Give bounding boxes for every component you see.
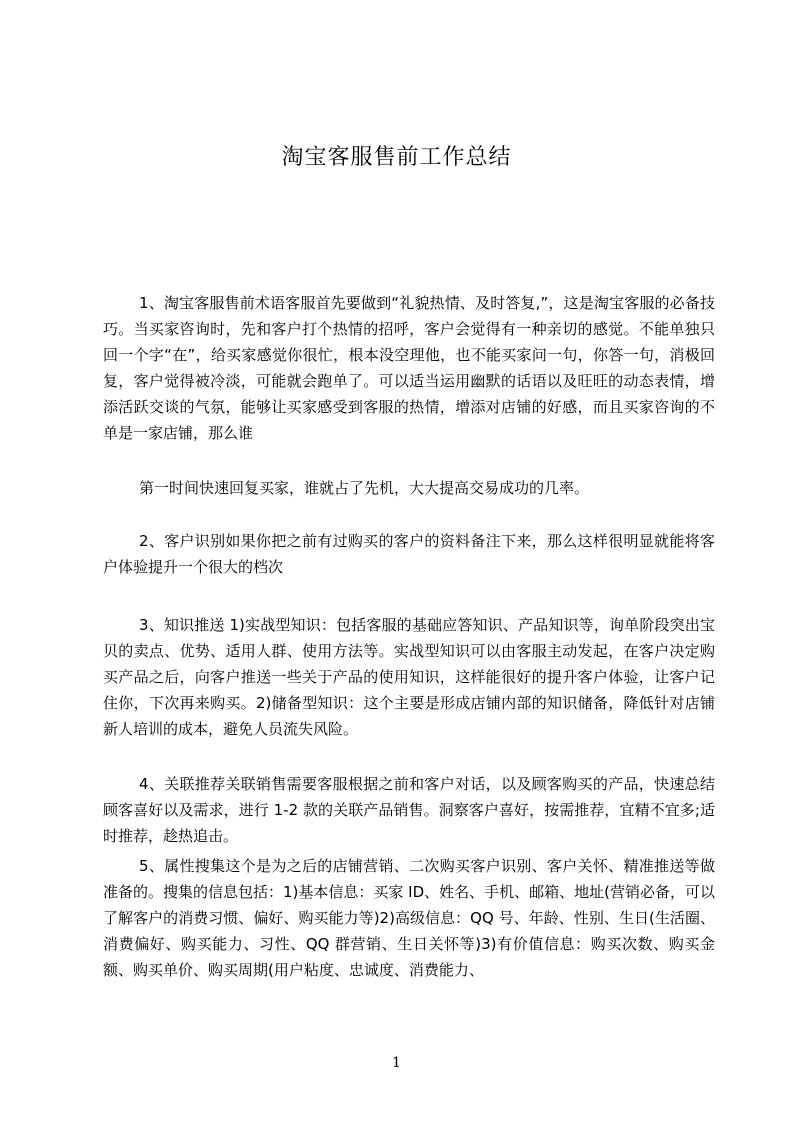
document-title: 淘宝客服售前工作总结 (281, 145, 512, 170)
paragraph-6: 5、属性搜集这个是为之后的店铺营销、二次购买客户识别、客户关怀、精准推送等做准备的。搜集的信息包括：1)基本信息：买家 ID、姓名、手机、邮箱、地址(营销必备，可以了解客户的消费习惯、偏好、购买能力等)2)高级信息：QQ 号、年龄、性别、生日(生活圈、消费偏好、购买能力、习性、QQ 群营销、生日关怀等)3)有价值信息：购买次数、购买金额、购买单价、购买周期(用户粘度、忠诚度、消费能力、 (103, 857, 715, 979)
paragraph-5: 4、关联推荐关联销售需要客服根据之前和客户对话，以及顾客购买的产品，快速总结顾客喜好以及需求，进行 1-2 款的关联产品销售。洞察客户喜好，按需推荐，宜精不宜多;适时推荐，趁热追击。 (103, 775, 715, 845)
paragraph-1: 1、淘宝客服售前术语客服首先要做到“礼貌热情、及时答复,”，这是淘宝客服的必备技巧。当买家咨询时，先和客户打个热情的招呼，客户会觉得有一种亲切的感觉。不能单独只回一个字“在”，给买家感觉你很忙，根本没空理他，也不能买家问一句，你答一句，消极回复，客户觉得被冷淡，可能就会跑单了。可以适当运用幽默的话语以及旺旺的动态表情，增添活跃交谈的气氛，能够让买家感受到客服的热情，增添对店铺的好感，而且买家咨询的不单是一家店铺，那么谁 (103, 294, 715, 442)
paragraph-3: 2、客户识别如果你把之前有过购买的客户的资料备注下来，那么这样很明显就能将客户体验提升一个很大的档次 (103, 532, 715, 576)
page-number: 1 (392, 1055, 401, 1071)
paragraph-2: 第一时间快速回复买家，谁就占了先机，大大提高交易成功的几率。 (139, 479, 590, 497)
paragraph-4: 3、知识推送 1)实战型知识：包括客服的基础应答知识、产品知识等，询单阶段突出宝贝的卖点、优势、适用人群、使用方法等。实战型知识可以由客服主动发起，在客户决定购买产品之后，向客户推送一些关于产品的使用知识，这样能很好的提升客户体验，让客户记住你，下次再来购买。2)储备型知识：这个主要是形成店铺内部的知识储备，降低针对店铺新人培训的成本，避免人员流失风险。 (103, 616, 715, 738)
